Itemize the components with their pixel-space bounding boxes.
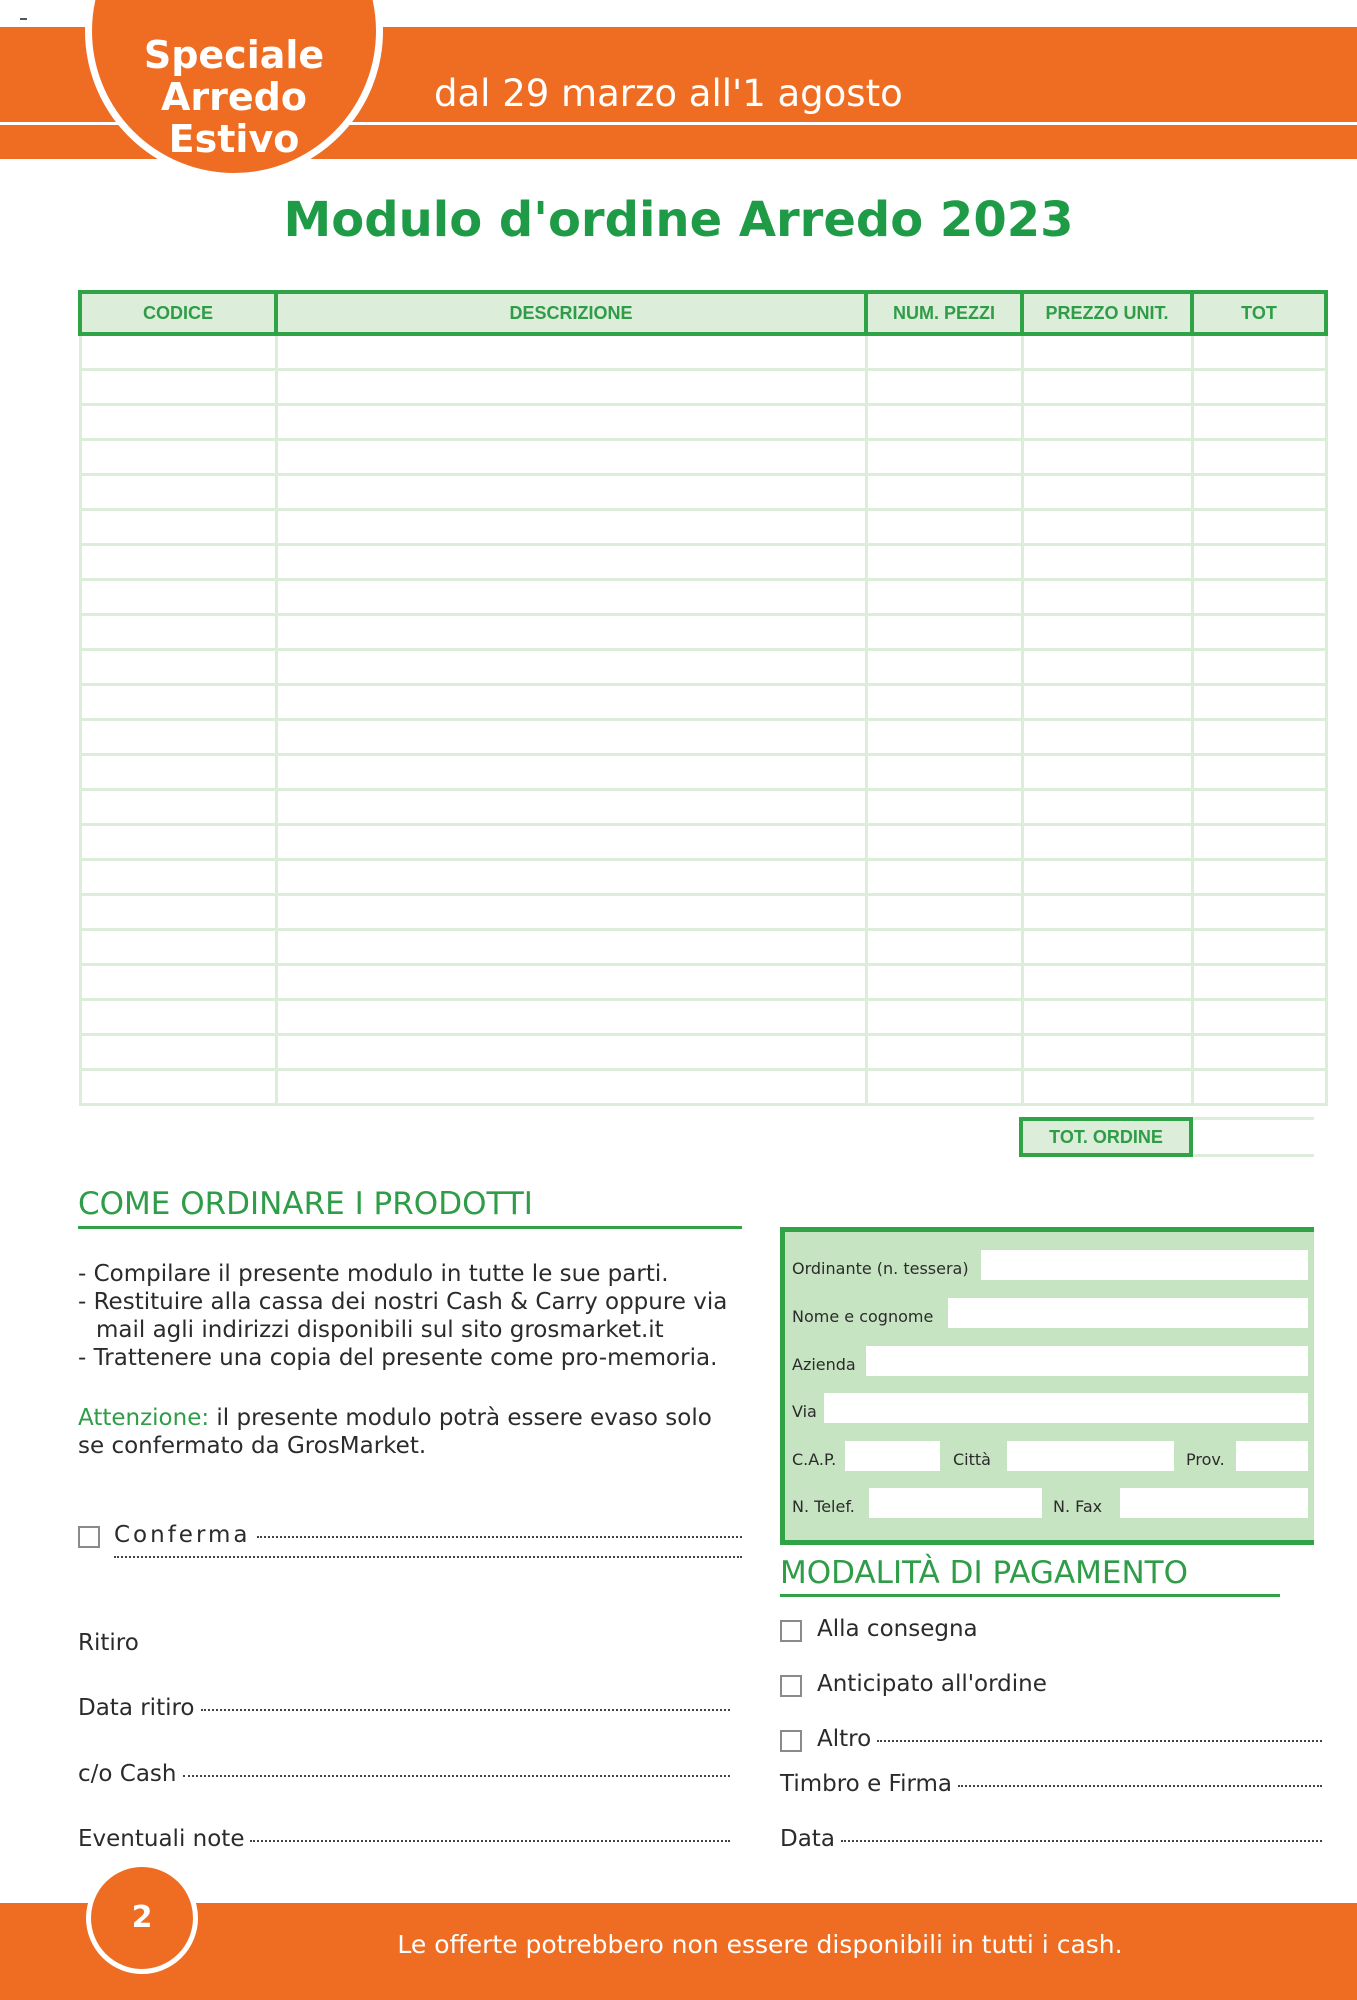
description-cell[interactable]	[276, 720, 866, 755]
table-row	[80, 755, 1326, 790]
description-cell[interactable]	[276, 405, 866, 440]
code-cell[interactable]	[80, 825, 276, 860]
description-cell[interactable]	[276, 790, 866, 825]
company-label: Azienda	[792, 1355, 856, 1374]
order-total-field[interactable]	[1193, 1117, 1314, 1157]
cash-label: c/o Cash	[78, 1761, 177, 1787]
stamp-line	[780, 1771, 1322, 1797]
table-row	[80, 615, 1326, 650]
table-row	[80, 965, 1326, 1000]
promo-dates: dal 29 marzo all'1 agosto	[434, 72, 903, 115]
description-cell[interactable]	[276, 930, 866, 965]
table-row	[80, 860, 1326, 895]
description-cell[interactable]	[276, 825, 866, 860]
table-row	[80, 825, 1326, 860]
warning-text: il presente modulo potrà essere evaso solo se confermato da GrosMarket.	[78, 1405, 712, 1459]
quantity-cell[interactable]	[866, 895, 1022, 930]
total-cell[interactable]	[1192, 860, 1326, 895]
stamp-label: Timbro e Firma	[780, 1771, 953, 1797]
unit-price-cell[interactable]	[1022, 1035, 1192, 1070]
table-row	[80, 685, 1326, 720]
notes-input[interactable]	[250, 1840, 730, 1842]
instructions-list	[78, 1260, 738, 1372]
code-cell[interactable]	[80, 1070, 276, 1105]
total-cell[interactable]	[1192, 1070, 1326, 1105]
pay-in-advance-label: Anticipato all'ordine	[817, 1671, 1047, 1697]
payment-heading: MODALITÀ DI PAGAMENTO	[780, 1555, 1189, 1591]
total-cell[interactable]	[1192, 545, 1326, 580]
description-cell[interactable]	[276, 755, 866, 790]
zip-label: C.A.P.	[792, 1450, 837, 1469]
pickup-label: Ritiro	[78, 1630, 139, 1656]
total-cell[interactable]	[1192, 370, 1326, 405]
total-cell[interactable]	[1192, 825, 1326, 860]
total-cell[interactable]	[1192, 440, 1326, 475]
quantity-cell[interactable]	[866, 790, 1022, 825]
instruction-item: - Restituire alla cassa dei nostri Cash & Carry oppure via mail agli indirizzi disponibili sul sito grosmarket.it	[78, 1289, 728, 1343]
phone-label: N. Telef.	[792, 1497, 855, 1516]
badge-line-1: Speciale	[143, 33, 325, 77]
date-line	[780, 1826, 1322, 1852]
table-row	[80, 895, 1326, 930]
code-cell[interactable]	[80, 405, 276, 440]
description-cell[interactable]	[276, 580, 866, 615]
table-row	[80, 334, 1326, 370]
name-label: Nome e cognome	[792, 1307, 934, 1326]
column-header-code: CODICE	[80, 292, 276, 334]
quantity-cell[interactable]	[866, 685, 1022, 720]
table-row	[80, 720, 1326, 755]
confirm-checkbox[interactable]	[78, 1526, 100, 1548]
table-row	[80, 475, 1326, 510]
street-field[interactable]	[824, 1393, 1308, 1423]
code-cell[interactable]	[80, 545, 276, 580]
code-cell[interactable]	[80, 475, 276, 510]
quantity-cell[interactable]	[866, 965, 1022, 1000]
unit-price-cell[interactable]	[1022, 790, 1192, 825]
unit-price-cell[interactable]	[1022, 440, 1192, 475]
warning-label: Attenzione:	[78, 1405, 210, 1431]
table-row	[80, 370, 1326, 405]
stamp-input[interactable]	[958, 1785, 1322, 1787]
confirm-input[interactable]	[257, 1536, 742, 1538]
column-header-total: TOT	[1192, 292, 1326, 334]
table-row	[80, 1000, 1326, 1035]
description-cell[interactable]	[276, 895, 866, 930]
total-cell[interactable]	[1192, 685, 1326, 720]
unit-price-cell[interactable]	[1022, 860, 1192, 895]
payment-rule	[780, 1594, 1280, 1597]
date-label: Data	[780, 1826, 835, 1852]
total-cell[interactable]	[1192, 930, 1326, 965]
column-header-quantity: NUM. PEZZI	[866, 292, 1022, 334]
unit-price-cell[interactable]	[1022, 965, 1192, 1000]
total-cell[interactable]	[1192, 334, 1326, 370]
total-cell[interactable]	[1192, 720, 1326, 755]
unit-price-cell[interactable]	[1022, 510, 1192, 545]
quantity-cell[interactable]	[866, 405, 1022, 440]
quantity-cell[interactable]	[866, 755, 1022, 790]
code-cell[interactable]	[80, 755, 276, 790]
street-label: Via	[792, 1402, 817, 1421]
code-cell[interactable]	[80, 334, 276, 370]
province-field[interactable]	[1236, 1441, 1308, 1471]
total-cell[interactable]	[1192, 1000, 1326, 1035]
table-row	[80, 440, 1326, 475]
quantity-cell[interactable]	[866, 720, 1022, 755]
code-cell[interactable]	[80, 895, 276, 930]
code-cell[interactable]	[80, 440, 276, 475]
table-header-row	[80, 292, 1326, 334]
table-row	[80, 1070, 1326, 1105]
quantity-cell[interactable]	[866, 1035, 1022, 1070]
city-field[interactable]	[1007, 1441, 1174, 1471]
pay-on-delivery-checkbox[interactable]	[780, 1620, 802, 1642]
description-cell[interactable]	[276, 440, 866, 475]
table-row	[80, 510, 1326, 545]
unit-price-cell[interactable]	[1022, 615, 1192, 650]
order-total-label: TOT. ORDINE	[1019, 1117, 1193, 1157]
total-cell[interactable]	[1192, 755, 1326, 790]
instruction-item: - Compilare il presente modulo in tutte le sue parti.	[78, 1261, 669, 1287]
how-to-order-rule	[78, 1226, 742, 1229]
promo-badge-text	[85, 34, 383, 160]
quantity-cell[interactable]	[866, 930, 1022, 965]
code-cell[interactable]	[80, 860, 276, 895]
fax-label: N. Fax	[1053, 1497, 1103, 1516]
unit-price-cell[interactable]	[1022, 334, 1192, 370]
table-row	[80, 790, 1326, 825]
quantity-cell[interactable]	[866, 510, 1022, 545]
description-cell[interactable]	[276, 475, 866, 510]
table-row	[80, 405, 1326, 440]
order-table	[78, 290, 1328, 1106]
unit-price-cell[interactable]	[1022, 1070, 1192, 1105]
pay-other-line	[817, 1726, 1322, 1752]
quantity-cell[interactable]	[866, 475, 1022, 510]
province-label: Prov.	[1186, 1450, 1225, 1469]
pay-on-delivery-label: Alla consegna	[817, 1616, 978, 1642]
code-cell[interactable]	[80, 510, 276, 545]
description-cell[interactable]	[276, 1000, 866, 1035]
code-cell[interactable]	[80, 580, 276, 615]
total-cell[interactable]	[1192, 895, 1326, 930]
page-number: 2	[86, 1862, 198, 1974]
total-cell[interactable]	[1192, 615, 1326, 650]
table-row	[80, 1035, 1326, 1070]
pay-other-input[interactable]	[877, 1740, 1322, 1742]
unit-price-cell[interactable]	[1022, 1000, 1192, 1035]
code-cell[interactable]	[80, 615, 276, 650]
quantity-cell[interactable]	[866, 334, 1022, 370]
unit-price-cell[interactable]	[1022, 650, 1192, 685]
cash-input[interactable]	[183, 1775, 731, 1777]
order-table-body	[80, 334, 1326, 1105]
warning-note	[78, 1404, 738, 1460]
pay-in-advance-checkbox[interactable]	[780, 1675, 802, 1697]
notes-label: Eventuali note	[78, 1826, 245, 1852]
total-cell[interactable]	[1192, 510, 1326, 545]
quantity-cell[interactable]	[866, 440, 1022, 475]
description-cell[interactable]	[276, 860, 866, 895]
notes-line	[78, 1826, 730, 1852]
name-field[interactable]	[948, 1298, 1308, 1328]
pickup-date-line	[78, 1695, 730, 1721]
code-cell[interactable]	[80, 1035, 276, 1070]
page-title: Modulo d'ordine Arredo 2023	[283, 192, 1074, 248]
unit-price-cell[interactable]	[1022, 685, 1192, 720]
confirm-line	[114, 1522, 742, 1548]
quantity-cell[interactable]	[866, 370, 1022, 405]
date-input[interactable]	[841, 1840, 1322, 1842]
total-cell[interactable]	[1192, 965, 1326, 1000]
description-cell[interactable]	[276, 965, 866, 1000]
confirm-input-2[interactable]	[114, 1556, 742, 1558]
total-cell[interactable]	[1192, 1035, 1326, 1070]
unit-price-cell[interactable]	[1022, 720, 1192, 755]
quantity-cell[interactable]	[866, 580, 1022, 615]
unit-price-cell[interactable]	[1022, 545, 1192, 580]
description-cell[interactable]	[276, 334, 866, 370]
holder-field[interactable]	[981, 1250, 1308, 1280]
total-cell[interactable]	[1192, 650, 1326, 685]
description-cell[interactable]	[276, 545, 866, 580]
table-row	[80, 545, 1326, 580]
code-cell[interactable]	[80, 650, 276, 685]
fax-field[interactable]	[1120, 1488, 1308, 1518]
unit-price-cell[interactable]	[1022, 475, 1192, 510]
description-cell[interactable]	[276, 615, 866, 650]
total-cell[interactable]	[1192, 580, 1326, 615]
quantity-cell[interactable]	[866, 650, 1022, 685]
unit-price-cell[interactable]	[1022, 405, 1192, 440]
city-label: Città	[953, 1450, 991, 1469]
holder-label: Ordinante (n. tessera)	[792, 1259, 969, 1278]
code-cell[interactable]	[80, 685, 276, 720]
description-cell[interactable]	[276, 370, 866, 405]
description-cell[interactable]	[276, 650, 866, 685]
code-cell[interactable]	[80, 930, 276, 965]
total-cell[interactable]	[1192, 790, 1326, 825]
table-row	[80, 580, 1326, 615]
total-cell[interactable]	[1192, 475, 1326, 510]
quantity-cell[interactable]	[866, 1000, 1022, 1035]
zip-field[interactable]	[845, 1441, 940, 1471]
total-cell[interactable]	[1192, 405, 1326, 440]
unit-price-cell[interactable]	[1022, 930, 1192, 965]
column-header-unit-price: PREZZO UNIT.	[1022, 292, 1192, 334]
quantity-cell[interactable]	[866, 545, 1022, 580]
description-cell[interactable]	[276, 1070, 866, 1105]
column-header-description: DESCRIZIONE	[276, 292, 866, 334]
code-cell[interactable]	[80, 1000, 276, 1035]
phone-field[interactable]	[869, 1488, 1042, 1518]
code-cell[interactable]	[80, 720, 276, 755]
pay-other-label: Altro	[817, 1726, 872, 1752]
quantity-cell[interactable]	[866, 860, 1022, 895]
confirm-label: Conferma	[114, 1522, 251, 1548]
quantity-cell[interactable]	[866, 1070, 1022, 1105]
footer-disclaimer: Le offerte potrebbero non essere disponibili in tutti i cash.	[397, 1930, 1123, 1959]
description-cell[interactable]	[276, 685, 866, 720]
pay-other-checkbox[interactable]	[780, 1730, 802, 1752]
unit-price-cell[interactable]	[1022, 370, 1192, 405]
unit-price-cell[interactable]	[1022, 825, 1192, 860]
quantity-cell[interactable]	[866, 615, 1022, 650]
how-to-order-heading: COME ORDINARE I PRODOTTI	[78, 1186, 533, 1222]
instruction-item: - Trattenere una copia del presente come pro-memoria.	[78, 1345, 718, 1371]
pickup-date-label: Data ritiro	[78, 1695, 195, 1721]
unit-price-cell[interactable]	[1022, 580, 1192, 615]
code-cell[interactable]	[80, 790, 276, 825]
code-cell[interactable]	[80, 965, 276, 1000]
code-cell[interactable]	[80, 370, 276, 405]
unit-price-cell[interactable]	[1022, 755, 1192, 790]
description-cell[interactable]	[276, 1035, 866, 1070]
badge-line-3: Estivo	[168, 117, 300, 161]
badge-line-2: Arredo	[161, 75, 307, 119]
pickup-date-input[interactable]	[201, 1709, 730, 1711]
table-row	[80, 930, 1326, 965]
company-field[interactable]	[866, 1346, 1308, 1376]
description-cell[interactable]	[276, 510, 866, 545]
table-row	[80, 650, 1326, 685]
unit-price-cell[interactable]	[1022, 895, 1192, 930]
confirm-line-2	[114, 1560, 742, 1562]
cash-line	[78, 1761, 730, 1787]
quantity-cell[interactable]	[866, 825, 1022, 860]
